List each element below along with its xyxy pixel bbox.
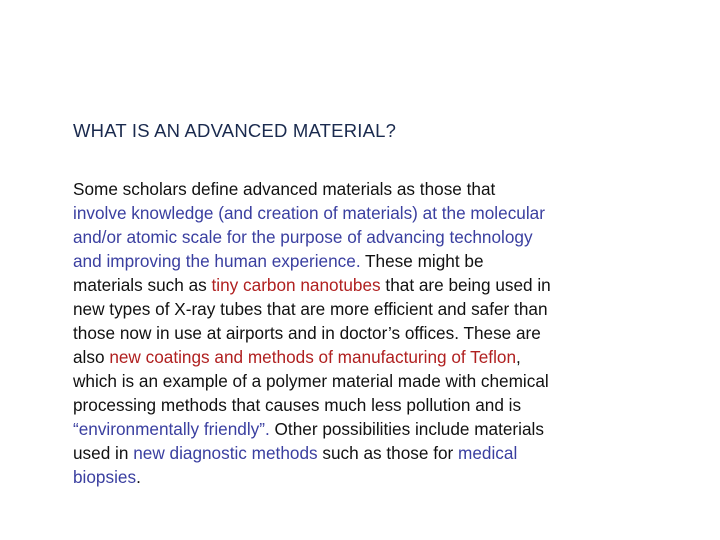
body-text <box>73 177 551 489</box>
body-text-segment: processing methods that causes much less pollution and is <box>73 395 522 415</box>
body-line <box>73 369 551 393</box>
body-line <box>73 297 551 321</box>
body-line <box>73 441 551 465</box>
body-line <box>73 201 551 225</box>
body-text-segment: Other possibilities include materials <box>269 419 544 439</box>
body-line <box>73 393 551 417</box>
body-line <box>73 417 551 441</box>
highlight-blue-text: biopsies <box>73 467 137 487</box>
body-text-segment: , <box>516 347 521 367</box>
body-text-segment: that are being used in <box>380 275 551 295</box>
body-text-segment: These might be <box>360 251 484 271</box>
highlight-blue-text: “environmentally friendly”. <box>73 419 270 439</box>
body-line <box>73 465 551 489</box>
body-text-segment: such as those for <box>317 443 459 463</box>
highlight-red-text: tiny carbon nanotubes <box>211 275 381 295</box>
body-line <box>73 225 551 249</box>
body-text-segment: also <box>73 347 110 367</box>
highlight-blue-text: and improving the human experience. <box>73 251 361 271</box>
highlight-blue-text: medical <box>458 443 518 463</box>
body-text-segment: new types of X-ray tubes that are more efficient and safer than <box>73 299 548 319</box>
body-line <box>73 321 551 345</box>
body-text-segment: Some scholars define advanced materials as those that <box>73 179 496 199</box>
highlight-blue-text: and/or atomic scale for the purpose of advancing technology <box>73 227 533 247</box>
body-text-segment: which is an example of a polymer material made with chemical <box>73 371 549 391</box>
body-line <box>73 273 551 297</box>
body-line <box>73 177 551 201</box>
body-line <box>73 345 551 369</box>
body-text-segment: . <box>136 467 141 487</box>
highlight-blue-text: involve knowledge (and creation of materials) at the molecular <box>73 203 545 223</box>
highlight-blue-text: new diagnostic methods <box>133 443 318 463</box>
body-text-segment: used in <box>73 443 134 463</box>
slide-title: WHAT IS AN ADVANCED MATERIAL? <box>73 120 397 141</box>
highlight-red-text: new coatings and methods of manufacturing of Teflon <box>109 347 517 367</box>
body-line <box>73 249 551 273</box>
body-text-segment: materials such as <box>73 275 212 295</box>
body-text-segment: those now in use at airports and in doctor’s offices. These are <box>73 323 541 343</box>
